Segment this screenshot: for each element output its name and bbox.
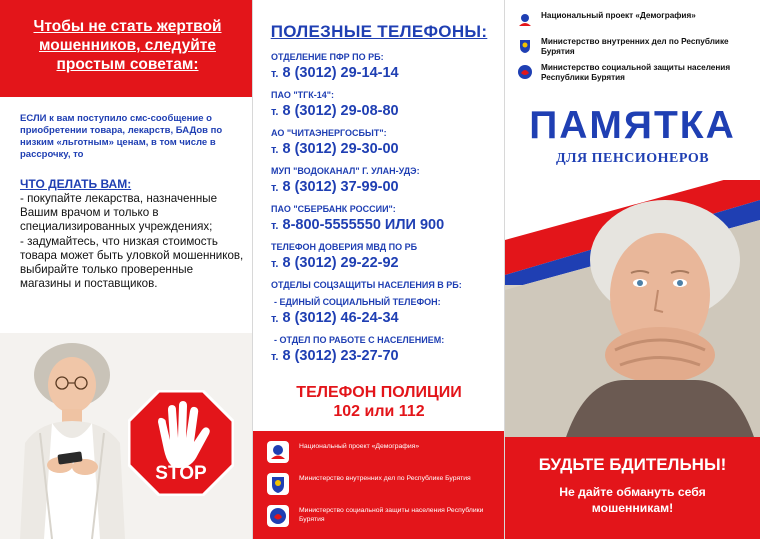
phone-number: 8 (3012) 46-24-34 — [282, 310, 399, 326]
phone-prefix: т. — [271, 258, 279, 270]
footer-logo-text: Министерство социальной защиты населения Республики Бурятия — [299, 507, 484, 523]
logos-block — [517, 10, 752, 88]
police-numbers: 102 или 112 — [333, 403, 425, 420]
logo-text: Министерство социальной защиты населения Республики Бурятия — [541, 63, 731, 82]
phone-prefix: т. — [271, 351, 279, 363]
logo-text: Министерство внутренних дел по Республике Бурятия — [541, 37, 729, 56]
demography-icon — [517, 12, 533, 28]
tip-item: - покупайте лекарства, назначенные Вашим врачом и только в специализированных учреждениях; — [20, 192, 218, 234]
contact-item — [271, 52, 499, 83]
phone-number: 8 (3012) 29-30-00 — [282, 141, 399, 157]
logo-item — [517, 10, 752, 33]
woman-with-phone-photo — [0, 333, 253, 539]
contact-label: АО "ЧИТАЭНЕРГОСБЫТ": — [271, 128, 387, 138]
logo-item — [517, 62, 752, 85]
phone-prefix: т. — [271, 144, 279, 156]
phone-number: 8 (3012) 23-27-70 — [282, 348, 399, 364]
phone-prefix: т. — [271, 106, 279, 118]
phone-number: 8 (3012) 29-22-92 — [282, 255, 399, 271]
slogan-sub: Не дайте обмануть себя мошенникам! — [559, 485, 706, 515]
contact-label: - ОТДЕЛ ПО РАБОТЕ С НАСЕЛЕНИЕМ: — [274, 335, 445, 345]
stop-sign-icon — [128, 390, 234, 496]
contact-item — [271, 128, 499, 159]
footer-logo-item — [267, 473, 497, 499]
logo-text: Национальный проект «Демография» — [541, 11, 696, 20]
phones-title: ПОЛЕЗНЫЕ ТЕЛЕФОНЫ: — [270, 22, 488, 41]
contact-phone — [271, 217, 499, 235]
middle-footer — [253, 431, 505, 539]
brochure-title: ПАМЯТКА — [529, 104, 736, 147]
right-panel — [505, 0, 760, 539]
phone-number: 8 (3012) 29-14-14 — [282, 65, 399, 81]
elderly-woman-photo — [505, 180, 760, 440]
phone-prefix: т. — [271, 182, 279, 194]
coat-of-arms-icon — [267, 473, 289, 495]
coat-of-arms-icon — [517, 38, 533, 54]
contact-label: ПАО "СБЕРБАНК РОССИИ": — [271, 204, 396, 214]
logo-item — [517, 36, 752, 59]
contact-item — [271, 242, 499, 273]
demography-icon — [267, 441, 289, 463]
phone-number: 8 (3012) 29-08-80 — [282, 103, 399, 119]
social-protection-icon — [517, 64, 533, 80]
left-header — [0, 0, 253, 97]
tips-list — [20, 192, 245, 291]
contact-label: - ЕДИНЫЙ СОЦИАЛЬНЫЙ ТЕЛЕФОН: — [274, 297, 441, 307]
social-heading: ОТДЕЛЫ СОЦЗАЩИТЫ НАСЕЛЕНИЯ В РБ: — [271, 280, 462, 290]
phone-number: 8-800-5555550 ИЛИ 900 — [282, 217, 445, 233]
contact-label: ОТДЕЛЕНИЕ ПФР ПО РБ: — [271, 52, 384, 62]
contact-phone — [271, 103, 499, 121]
contact-label: ТЕЛЕФОН ДОВЕРИЯ МВД ПО РБ — [271, 242, 418, 252]
phone-prefix: т. — [271, 220, 279, 232]
contact-phone — [271, 348, 499, 366]
police-block — [253, 383, 505, 421]
contact-item — [271, 335, 499, 366]
phone-prefix: т. — [271, 313, 279, 325]
contact-phone — [271, 65, 499, 83]
todo-heading: ЧТО ДЕЛАТЬ ВАМ: — [20, 177, 132, 191]
contact-item — [271, 90, 499, 121]
left-panel — [0, 0, 253, 539]
police-title: ТЕЛЕФОН ПОЛИЦИИ — [296, 384, 462, 401]
contact-phone — [271, 310, 499, 328]
contacts-list — [271, 52, 499, 373]
left-header-title: Чтобы не стать жертвой мошенников, следуйте простым советам: — [33, 18, 222, 73]
footer-logo-item — [267, 441, 497, 467]
stop-sign-text: STOP — [155, 463, 207, 484]
slogan: БУДЬТЕ БДИТЕЛЬНЫ! — [538, 455, 727, 474]
contact-phone — [271, 179, 499, 197]
phone-prefix: т. — [271, 68, 279, 80]
tip-item: - задумайтесь, что низкая стоимость товара может быть уловкой мошенников, выбирайте только проверенные магазины и поставщиков. — [20, 234, 244, 291]
footer-logo-text: Министерство внутренних дел по Республике Бурятия — [299, 475, 471, 482]
contact-phone — [271, 141, 499, 159]
contact-item — [271, 204, 499, 235]
phone-number: 8 (3012) 37-99-00 — [282, 179, 399, 195]
footer-logo-text: Национальный проект «Демография» — [299, 443, 420, 450]
footer-logo-item — [267, 505, 497, 531]
brochure-subtitle: ДЛЯ ПЕНСИОНЕРОВ — [555, 151, 710, 166]
elderly-woman-illustration — [505, 180, 760, 440]
contact-phone — [271, 255, 499, 273]
contact-item — [271, 297, 499, 328]
social-protection-icon — [267, 505, 289, 527]
middle-panel — [253, 0, 505, 539]
contact-label: ПАО "ТГК-14": — [271, 90, 334, 100]
contact-label: МУП "ВОДОКАНАЛ" Г. УЛАН-УДЭ: — [271, 166, 420, 176]
intro-text: ЕСЛИ к вам поступило смс-сообщение о приобретении товара, лекарств, БАДов по низким «льготным» ценам, в том числе в рассрочку, то — [20, 113, 223, 160]
contact-item — [271, 166, 499, 197]
